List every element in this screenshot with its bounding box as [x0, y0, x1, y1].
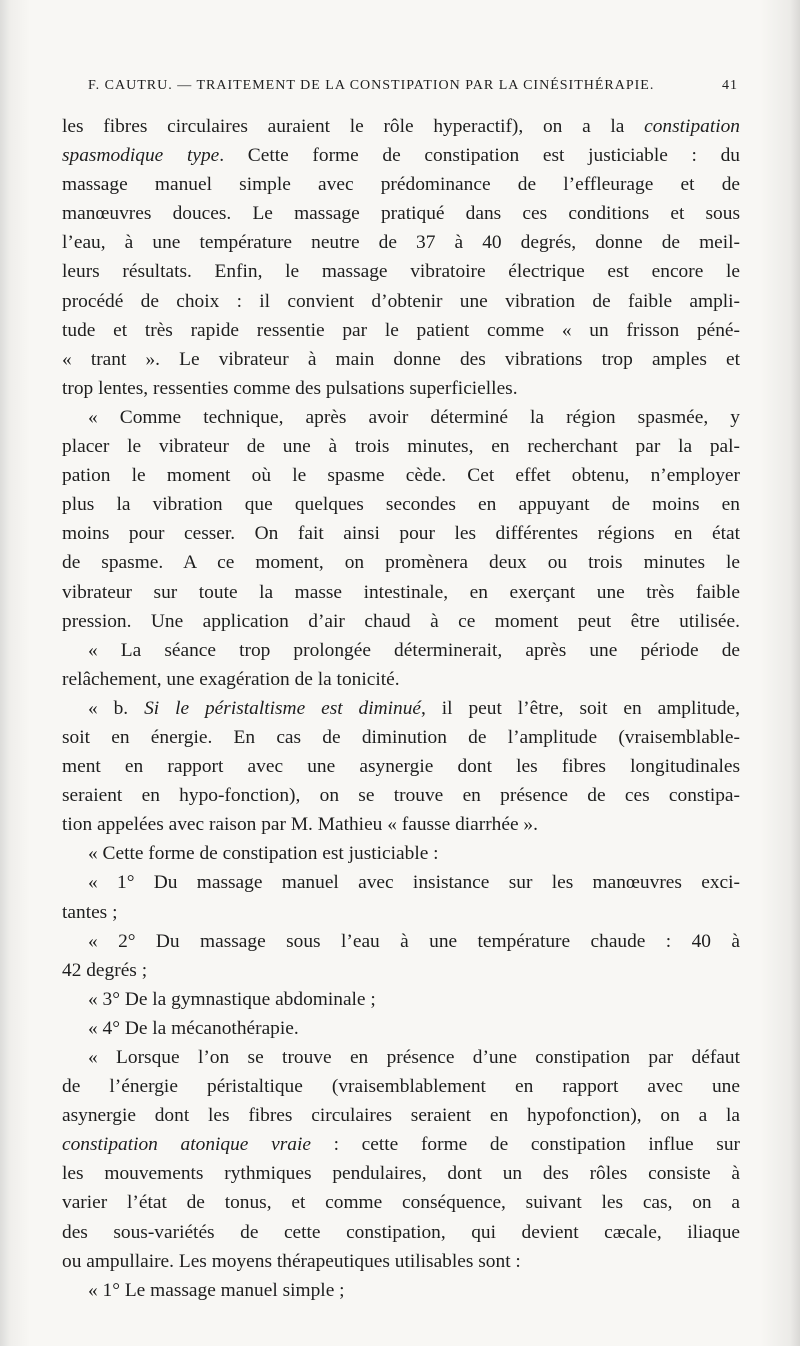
text-line	[62, 228, 740, 257]
text-line	[62, 868, 740, 897]
text-line	[62, 199, 740, 228]
body-text	[62, 112, 740, 1305]
text-line	[62, 578, 740, 607]
text-line	[62, 752, 740, 781]
text-segment: plus la vibration que quelques secondes en appuyant de moins en	[62, 494, 740, 516]
text-line	[62, 1188, 740, 1217]
text-line	[62, 170, 740, 199]
text-segment: « 2° Du massage sous l’eau à une température chaude : 40 à	[88, 930, 740, 952]
text-segment: pression. Une application d’air chaud à ce moment peut être utilisée.	[62, 610, 740, 632]
text-line	[62, 1159, 740, 1188]
text-segment: procédé de choix : il convient d’obtenir une vibration de faible ampli-	[62, 290, 740, 312]
text-line	[62, 1072, 740, 1101]
text-segment: les fibres circulaires auraient le rôle hyperactif), on a la	[62, 116, 645, 137]
text-segment: relâchement, une exagération de la tonicité.	[62, 668, 400, 690]
text-line	[62, 548, 740, 577]
text-line	[62, 490, 740, 519]
text-line	[62, 1101, 740, 1130]
text-segment: . Cette forme de constipation est justiciable : du	[219, 145, 741, 167]
text-line	[62, 287, 740, 316]
text-segment: tantes ;	[62, 901, 118, 923]
text-segment: « 3° De la gymnastique abdominale ;	[88, 988, 376, 1010]
text-segment: « Lorsque l’on se trouve en présence d’une constipation par défaut	[88, 1047, 740, 1068]
text-segment: « Cette forme de constipation est justiciable :	[88, 843, 439, 865]
text-segment: tude et très rapide ressentie par le patient comme « un frisson péné-	[62, 319, 740, 341]
text-segment: « b.	[88, 697, 145, 719]
text-line	[62, 1276, 740, 1305]
text-line	[62, 781, 740, 810]
text-segment: « La séance trop prolongée déterminerait, après une période de	[88, 639, 740, 661]
text-segment: tion appelées avec raison par M. Mathieu « fausse diarrhée ».	[62, 814, 538, 836]
text-line	[62, 141, 740, 170]
text-line	[62, 956, 740, 985]
text-line	[62, 112, 740, 141]
text-line	[62, 898, 740, 927]
italic-text: Si le péristaltisme est diminué	[144, 697, 422, 719]
text-segment: moins pour cesser. On fait ainsi pour les différentes régions en état	[62, 523, 740, 545]
text-segment: pation le moment où le spasme cède. Cet effet obtenu, n’employer	[62, 465, 740, 487]
text-segment: soit en énergie. En cas de diminution de l’amplitude (vraisemblable-	[62, 726, 740, 748]
text-segment: ou ampullaire. Les moyens thérapeutiques utilisables sont :	[62, 1250, 521, 1272]
running-title: F. CAUTRU. — TRAITEMENT DE LA CONSTIPATION PAR LA CINÉSITHÉRAPIE.	[88, 78, 655, 93]
italic-text: constipation atonique vraie	[62, 1134, 311, 1156]
text-line	[62, 1247, 740, 1276]
text-line	[62, 723, 740, 752]
text-line	[62, 374, 740, 403]
text-line	[62, 316, 740, 345]
text-line	[62, 927, 740, 956]
text-segment: leurs résultats. Enfin, le massage vibratoire électrique est encore le	[62, 261, 740, 283]
text-line	[62, 432, 740, 461]
text-segment: vibrateur sur toute la masse intestinale, en exerçant une très faible	[62, 581, 740, 603]
text-segment: massage manuel simple avec prédominance de l’effleurage et de	[62, 174, 740, 196]
text-line	[62, 607, 740, 636]
text-segment: 42 degrés ;	[62, 959, 148, 981]
text-segment: asynergie dont les fibres circulaires seraient en hypofonction), on a la	[62, 1105, 740, 1127]
text-segment: varier l’état de tonus, et comme conséquence, suivant les cas, on a	[62, 1192, 740, 1214]
text-segment: l’eau, à une température neutre de 37 à 40 degrés, donne de meil-	[62, 232, 740, 254]
text-segment: placer le vibrateur de une à trois minutes, en recherchant par la pal-	[62, 436, 740, 458]
text-line	[62, 694, 740, 723]
text-segment: « 1° Le massage manuel simple ;	[88, 1279, 345, 1301]
text-line	[62, 636, 740, 665]
text-line	[62, 403, 740, 432]
text-line	[62, 345, 740, 374]
text-line	[62, 810, 740, 839]
text-segment: les mouvements rythmiques pendulaires, dont un des rôles consiste à	[62, 1163, 740, 1185]
running-header	[88, 78, 738, 100]
text-line	[62, 1014, 740, 1043]
text-segment: trop lentes, ressenties comme des pulsations superficielles.	[62, 377, 518, 399]
text-segment: seraient en hypo-fonction), on se trouve en présence de ces constipa-	[62, 785, 740, 807]
text-line	[62, 519, 740, 548]
text-segment: , il peut l’être, soit en amplitude,	[421, 697, 740, 719]
text-segment: de l’énergie péristaltique (vraisemblablement en rapport avec une	[62, 1076, 740, 1098]
italic-text: spasmodique type	[62, 145, 220, 167]
text-line	[62, 839, 740, 868]
italic-text: constipation	[644, 116, 740, 137]
text-line	[62, 1218, 740, 1247]
text-segment: « 1° Du massage manuel avec insistance sur les manœuvres exci-	[88, 872, 740, 894]
text-line	[62, 985, 740, 1014]
text-segment: « Comme technique, après avoir déterminé la région spasmée, y	[88, 406, 740, 428]
text-segment: des sous-variétés de cette constipation, qui devient cæcale, iliaque	[62, 1221, 740, 1243]
text-segment: : cette forme de constipation influe sur	[310, 1134, 740, 1156]
text-line	[62, 461, 740, 490]
text-segment: « 4° De la mécanothérapie.	[88, 1017, 299, 1039]
text-segment: de spasme. A ce moment, on promènera deux ou trois minutes le	[62, 552, 740, 574]
text-line	[62, 665, 740, 694]
text-line	[62, 1130, 740, 1159]
text-segment: ment en rapport avec une asynergie dont les fibres longitudinales	[62, 756, 740, 778]
text-line	[62, 257, 740, 286]
text-segment: manœuvres douces. Le massage pratiqué dans ces conditions et sous	[62, 203, 740, 225]
text-segment: « trant ». Le vibrateur à main donne des vibrations trop amples et	[62, 348, 740, 370]
page-number: 41	[722, 78, 738, 93]
text-line	[62, 1043, 740, 1072]
